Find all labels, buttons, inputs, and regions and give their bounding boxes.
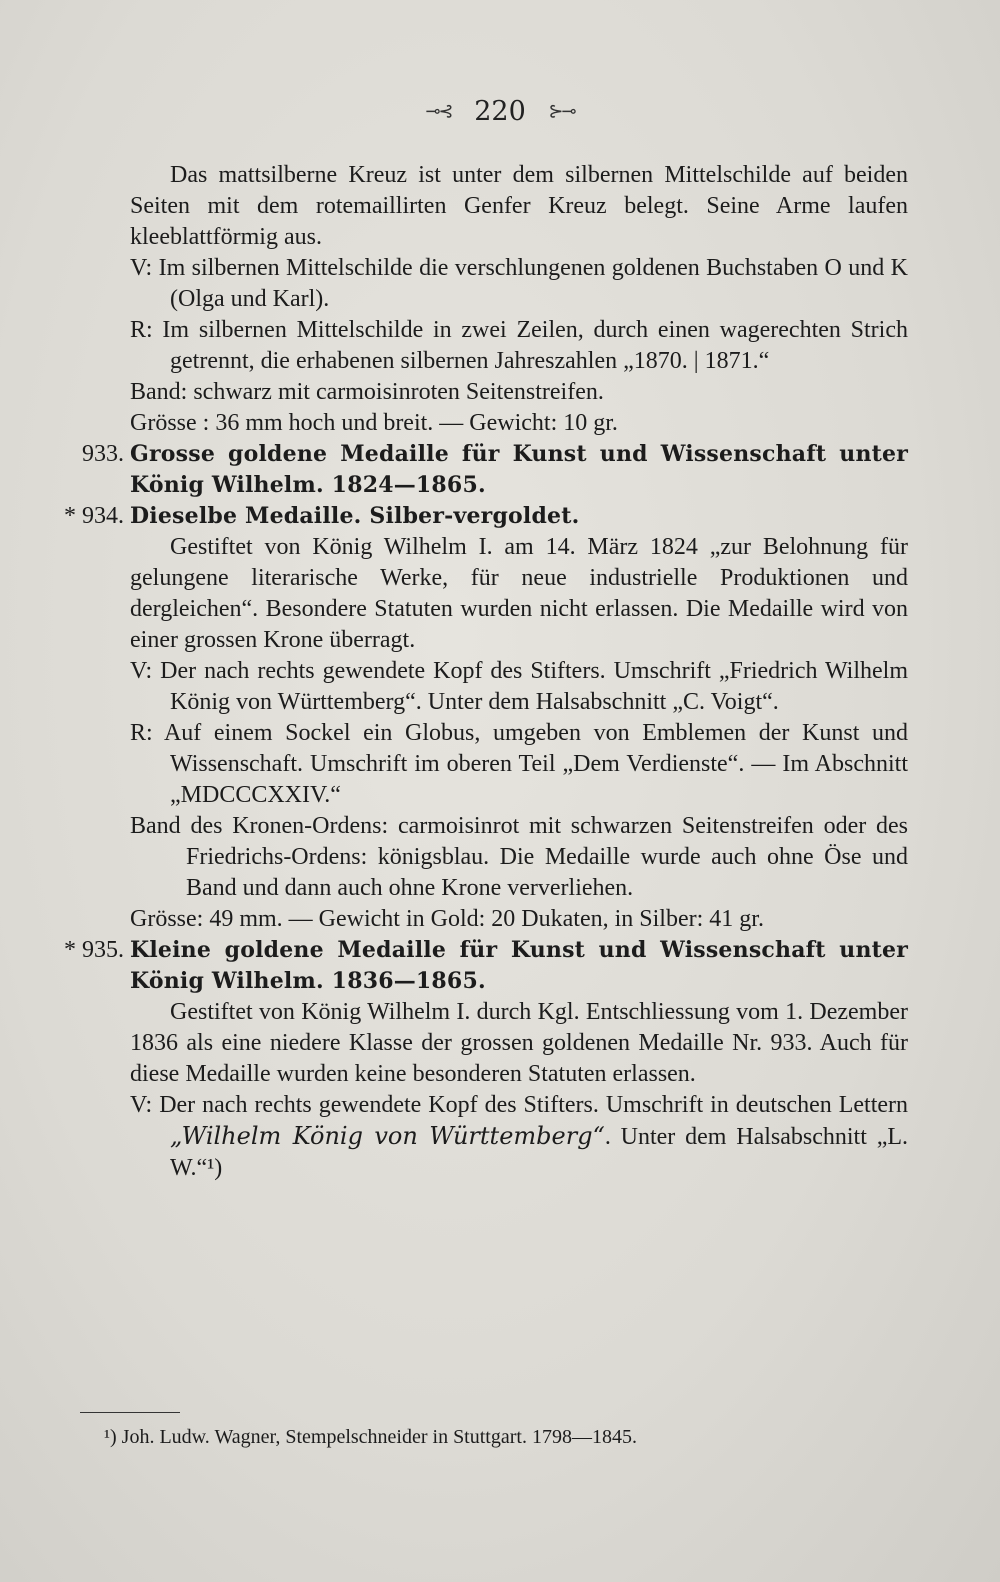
paragraph-cross-description: Das mattsilberne Kreuz ist unter dem silbernen Mittelschilde auf beiden Seiten mit dem rotemaillirten Genfer Kreuz belegt. Seine Arme laufen kleeblattförmig aus.	[130, 162, 908, 250]
entry-number: * 934.	[64, 503, 124, 529]
footnote-divider	[80, 1412, 180, 1413]
ornament-left-icon: ⊸⊰	[425, 101, 452, 122]
obverse-text-post: . Unter dem Halsabschnitt „L. W.“¹)	[170, 1124, 909, 1181]
ribbon-description-934: Band des Kronen-Ordens: carmoisinrot mit schwarzen Seitenstreifen oder des Friedrichs-Ordens: königsblau. Die Medaille wurde auch ohne Öse und Band und dann auch ohne Krone ververliehen.	[130, 813, 908, 901]
ornament-right-icon: ⊱⊸	[548, 101, 575, 122]
page-body	[64, 160, 909, 1184]
entry-title: Kleine goldene Medaille für Kunst und Wissenschaft unter König Wilhelm. 1836—1865.	[130, 937, 908, 994]
ribbon-description: Band: schwarz mit carmoisinroten Seitenstreifen.	[130, 379, 604, 405]
obverse-description-934: V: Der nach rechts gewendete Kopf des Stifters. Umschrift „Friedrich Wilhelm König von Württemberg“. Unter dem Halsabschnitt „C. Voigt“.	[130, 658, 908, 715]
reverse-description: R: Im silbernen Mittelschilde in zwei Zeilen, durch einen wagerechten Strich getrennt, die erhabenen silbernen Jahreszahlen „1870. | 1871.“	[130, 317, 908, 374]
entry-935	[64, 935, 908, 997]
size-weight: Grösse : 36 mm hoch und breit. — Gewicht: 10 gr.	[130, 410, 618, 436]
page-header	[0, 96, 1000, 127]
entry-title: Dieselbe Medaille. Silber-vergoldet.	[130, 503, 580, 529]
footnote: ¹) Joh. Ludw. Wagner, Stempelschneider in Stuttgart. 1798—1845.	[104, 1426, 637, 1448]
obverse-description: V: Im silbernen Mittelschilde die verschlungenen goldenen Buchstaben O und K (Olga und Karl).	[130, 255, 908, 312]
entry-title: Grosse goldene Medaille für Kunst und Wissenschaft unter König Wilhelm. 1824—1865.	[130, 441, 908, 498]
obverse-fraktur-inscription: „Wilhelm König von Württemberg“	[170, 1122, 605, 1150]
entry-933	[82, 439, 908, 501]
obverse-description-935	[130, 1090, 908, 1184]
entry-number: * 935.	[64, 937, 124, 963]
reverse-description-934: R: Auf einem Sockel ein Globus, umgeben von Emblemen der Kunst und Wissenschaft. Umschrift im oberen Teil „Dem Verdienste“. — Im Abschnitt „MDCCCXXIV.“	[130, 720, 908, 808]
page-number: 220	[474, 96, 526, 127]
obverse-text-pre: V: Der nach rechts gewendete Kopf des Stifters. Umschrift in deutschen Lettern	[130, 1092, 908, 1118]
entry-number: 933.	[82, 441, 124, 467]
entry-934	[64, 501, 908, 532]
paragraph-934-founding: Gestiftet von König Wilhelm I. am 14. März 1824 „zur Belohnung für gelungene literarische Werke, für neue industrielle Produktionen und dergleichen“. Besondere Statuten wurden nicht erlassen. Die Medaille wird von einer grossen Krone überragt.	[130, 534, 908, 653]
paragraph-935-founding: Gestiftet von König Wilhelm I. durch Kgl. Entschliessung vom 1. Dezember 1836 als eine niedere Klasse der grossen goldenen Medaille Nr. 933. Auch für diese Medaille wurden keine besonderen Statuten erlassen.	[130, 999, 908, 1087]
size-weight-934: Grösse: 49 mm. — Gewicht in Gold: 20 Dukaten, in Silber: 41 gr.	[130, 906, 764, 932]
